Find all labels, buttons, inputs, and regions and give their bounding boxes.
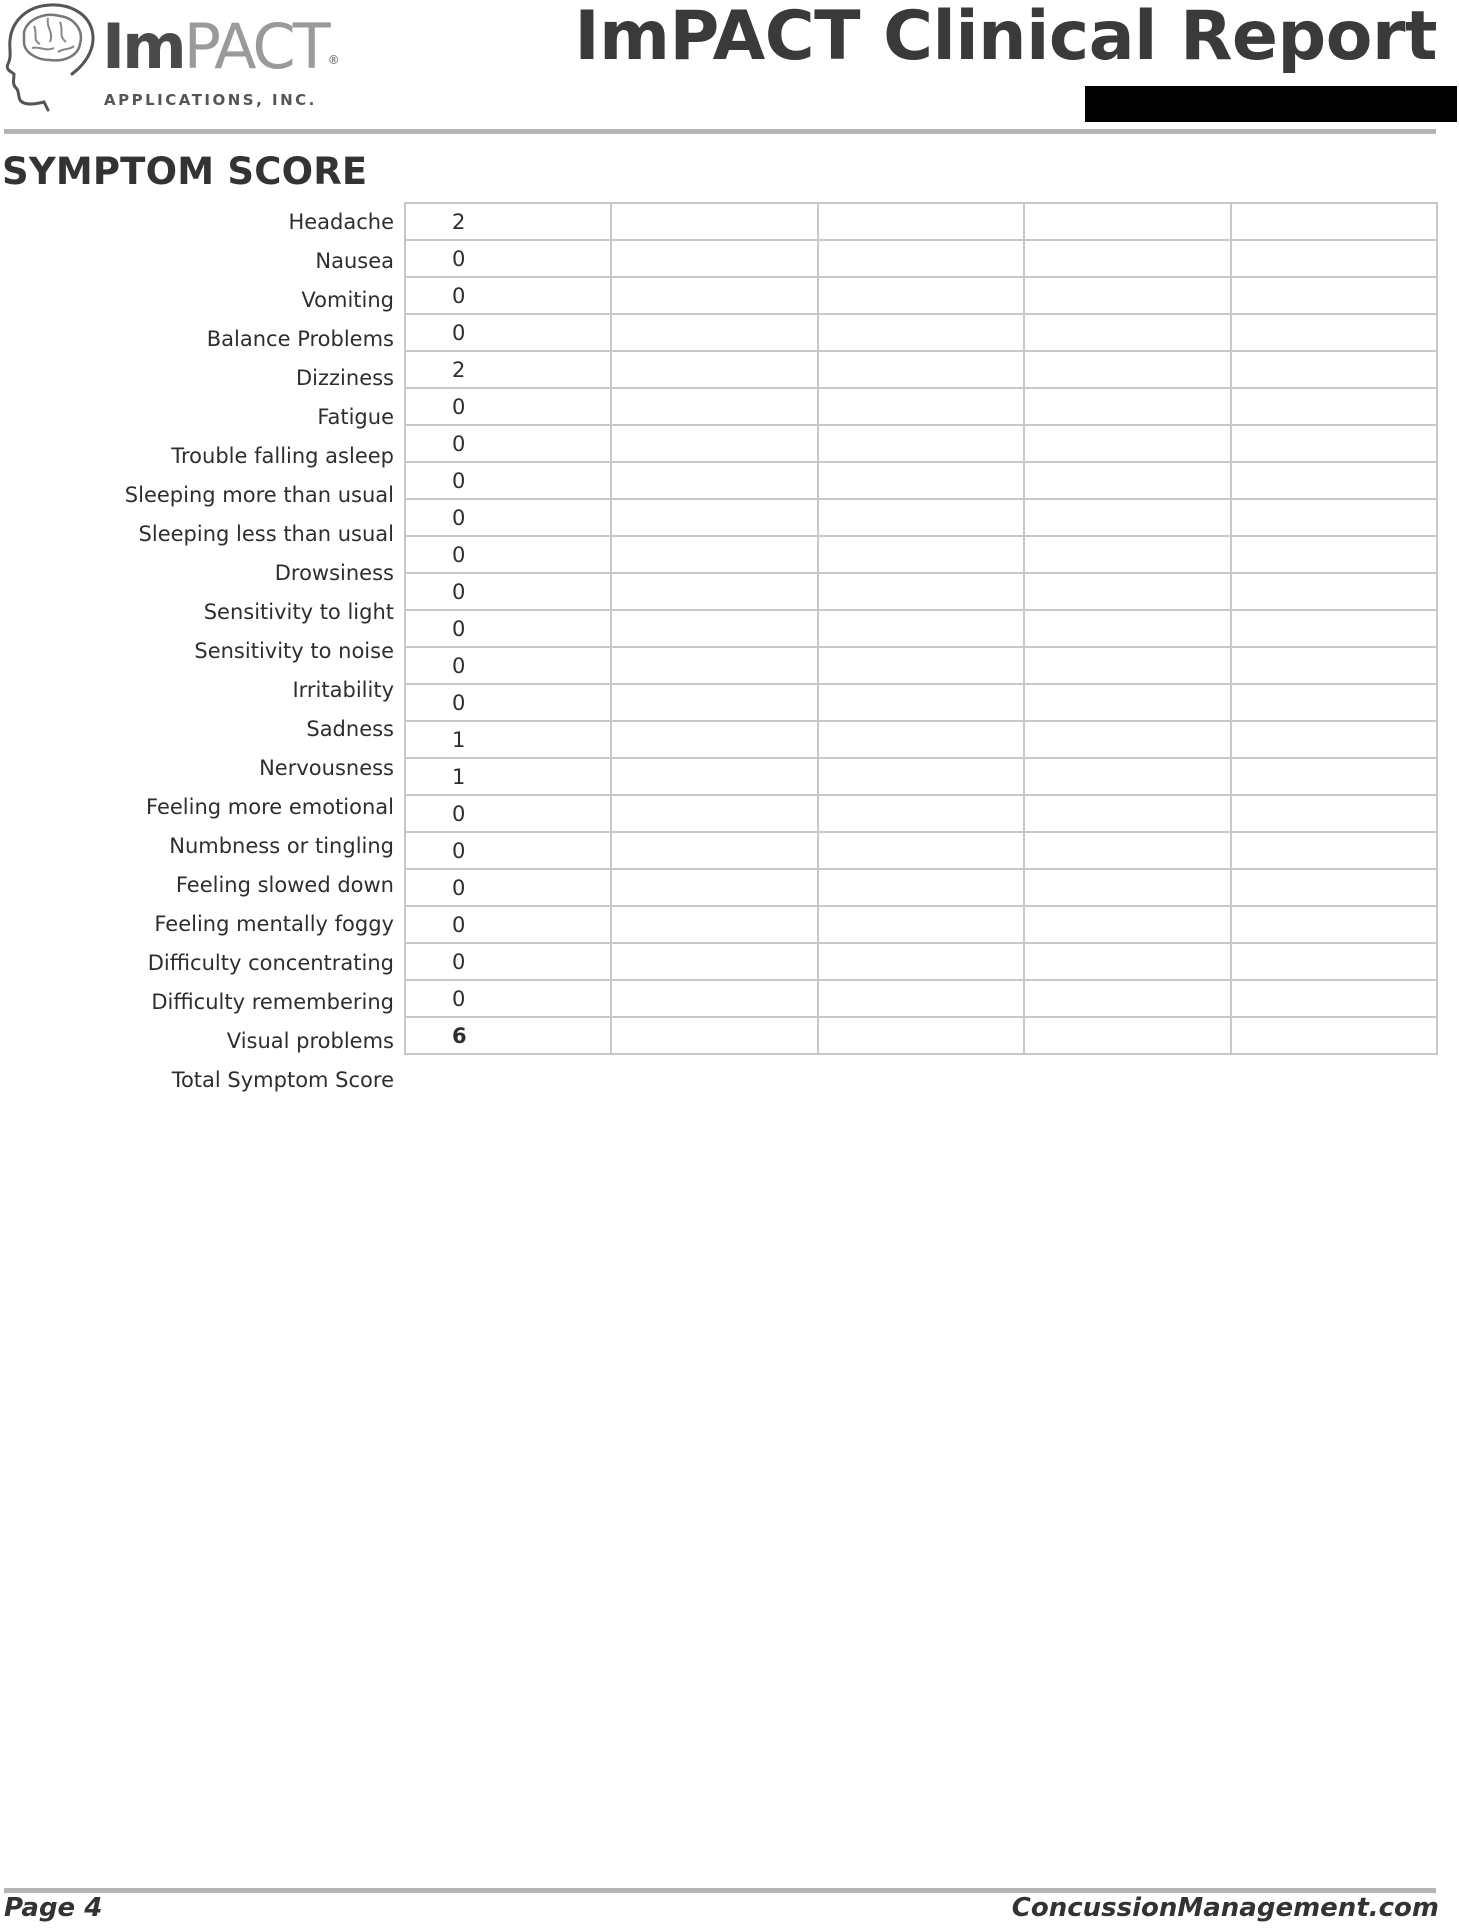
score-cell: 0	[405, 425, 611, 462]
empty-score-cell	[611, 240, 817, 277]
symptom-label: Drowsiness	[274, 561, 394, 585]
symptom-label: Difficulty remembering	[151, 990, 394, 1014]
empty-score-cell	[818, 943, 1024, 980]
empty-score-cell	[1024, 573, 1230, 610]
score-cell: 0	[405, 499, 611, 536]
empty-score-cell	[1231, 795, 1437, 832]
table-row	[405, 758, 1437, 795]
logo-subtitle: APPLICATIONS, INC.	[104, 91, 317, 109]
empty-score-cell	[611, 462, 817, 499]
logo-word-im: Im	[102, 10, 184, 83]
table-row	[405, 314, 1437, 351]
empty-score-cell	[1231, 536, 1437, 573]
table-row	[405, 462, 1437, 499]
empty-score-cell	[1024, 610, 1230, 647]
symptom-labels	[0, 203, 394, 1100]
empty-score-cell	[818, 240, 1024, 277]
table-row	[405, 351, 1437, 388]
empty-score-cell	[1231, 610, 1437, 647]
table-row	[405, 240, 1437, 277]
empty-score-cell	[1231, 832, 1437, 869]
empty-score-cell	[1231, 388, 1437, 425]
empty-score-cell	[611, 536, 817, 573]
symptom-label: Sensitivity to noise	[194, 639, 394, 663]
score-cell: 2	[405, 203, 611, 240]
empty-score-cell	[611, 943, 817, 980]
empty-score-cell	[1024, 277, 1230, 314]
score-cell: 0	[405, 795, 611, 832]
table-row	[405, 425, 1437, 462]
table-row	[405, 795, 1437, 832]
empty-score-cell	[1024, 425, 1230, 462]
empty-score-cell	[818, 647, 1024, 684]
score-cell: 0	[405, 462, 611, 499]
empty-score-cell	[818, 869, 1024, 906]
score-cell: 0	[405, 684, 611, 721]
empty-score-cell	[1024, 462, 1230, 499]
empty-score-cell	[611, 314, 817, 351]
empty-score-cell	[1024, 499, 1230, 536]
empty-score-cell	[1231, 684, 1437, 721]
table-row	[405, 1017, 1437, 1054]
table-row	[405, 573, 1437, 610]
empty-score-cell	[1231, 758, 1437, 795]
empty-score-cell	[1024, 388, 1230, 425]
redaction-bar	[1085, 86, 1457, 122]
empty-score-cell	[1231, 906, 1437, 943]
score-cell: 2	[405, 351, 611, 388]
empty-score-cell	[818, 573, 1024, 610]
empty-score-cell	[1024, 1017, 1230, 1054]
empty-score-cell	[818, 314, 1024, 351]
symptom-label: Sleeping more than usual	[124, 483, 394, 507]
empty-score-cell	[1231, 314, 1437, 351]
empty-score-cell	[818, 980, 1024, 1017]
score-cell: 0	[405, 388, 611, 425]
empty-score-cell	[818, 499, 1024, 536]
table-row	[405, 721, 1437, 758]
empty-score-cell	[1024, 721, 1230, 758]
table-row	[405, 203, 1437, 240]
logo-word-pact: PACT	[183, 10, 328, 83]
empty-score-cell	[1024, 980, 1230, 1017]
header-divider	[4, 129, 1436, 134]
score-cell: 6	[405, 1017, 611, 1054]
empty-score-cell	[818, 351, 1024, 388]
empty-score-cell	[1231, 240, 1437, 277]
empty-score-cell	[611, 425, 817, 462]
empty-score-cell	[818, 1017, 1024, 1054]
empty-score-cell	[818, 906, 1024, 943]
brain-head-icon	[2, 2, 98, 112]
score-cell: 0	[405, 573, 611, 610]
symptom-label: Difficulty concentrating	[147, 951, 394, 975]
empty-score-cell	[611, 721, 817, 758]
empty-score-cell	[611, 388, 817, 425]
symptom-label: Sadness	[306, 717, 394, 741]
score-cell: 0	[405, 277, 611, 314]
empty-score-cell	[611, 832, 817, 869]
empty-score-cell	[1231, 462, 1437, 499]
empty-score-cell	[1024, 240, 1230, 277]
symptom-label: Headache	[288, 210, 394, 234]
empty-score-cell	[611, 980, 817, 1017]
report-title: ImPACT Clinical Report	[574, 0, 1437, 76]
score-cell: 0	[405, 314, 611, 351]
empty-score-cell	[1024, 869, 1230, 906]
footer-website: ConcussionManagement.com	[1011, 1893, 1439, 1923]
empty-score-cell	[1024, 943, 1230, 980]
symptom-label: Nervousness	[259, 756, 394, 780]
score-cell: 0	[405, 610, 611, 647]
empty-score-cell	[611, 869, 817, 906]
empty-score-cell	[1231, 721, 1437, 758]
table-row	[405, 277, 1437, 314]
score-cell: 0	[405, 943, 611, 980]
registered-mark: ®	[327, 53, 340, 67]
empty-score-cell	[611, 906, 817, 943]
symptom-label: Trouble falling asleep	[171, 444, 394, 468]
symptom-label: Dizziness	[296, 366, 394, 390]
symptom-label: Sensitivity to light	[203, 600, 394, 624]
symptom-label: Sleeping less than usual	[138, 522, 394, 546]
empty-score-cell	[1024, 314, 1230, 351]
empty-score-cell	[1231, 499, 1437, 536]
empty-score-cell	[1024, 795, 1230, 832]
empty-score-cell	[1024, 351, 1230, 388]
score-cell: 0	[405, 869, 611, 906]
score-cell: 0	[405, 536, 611, 573]
empty-score-cell	[611, 351, 817, 388]
empty-score-cell	[818, 462, 1024, 499]
empty-score-cell	[611, 684, 817, 721]
empty-score-cell	[611, 647, 817, 684]
score-cell: 1	[405, 721, 611, 758]
empty-score-cell	[818, 758, 1024, 795]
table-row	[405, 906, 1437, 943]
empty-score-cell	[818, 684, 1024, 721]
empty-score-cell	[818, 388, 1024, 425]
logo-wordmark	[102, 10, 340, 83]
section-title: SYMPTOM SCORE	[2, 150, 368, 193]
empty-score-cell	[1231, 1017, 1437, 1054]
empty-score-cell	[1024, 832, 1230, 869]
empty-score-cell	[818, 721, 1024, 758]
empty-score-cell	[1231, 647, 1437, 684]
empty-score-cell	[1231, 573, 1437, 610]
empty-score-cell	[611, 573, 817, 610]
impact-logo	[2, 2, 362, 112]
symptom-label: Fatigue	[317, 405, 394, 429]
empty-score-cell	[1231, 277, 1437, 314]
table-row	[405, 536, 1437, 573]
table-row	[405, 499, 1437, 536]
empty-score-cell	[1231, 203, 1437, 240]
empty-score-cell	[611, 277, 817, 314]
empty-score-cell	[611, 499, 817, 536]
symptom-label: Numbness or tingling	[169, 834, 394, 858]
table-row	[405, 684, 1437, 721]
empty-score-cell	[611, 758, 817, 795]
table-row	[405, 869, 1437, 906]
symptom-label: Feeling mentally foggy	[154, 912, 394, 936]
score-cell: 0	[405, 906, 611, 943]
empty-score-cell	[818, 425, 1024, 462]
empty-score-cell	[1231, 943, 1437, 980]
table-row	[405, 980, 1437, 1017]
symptom-label: Nausea	[315, 249, 394, 273]
empty-score-cell	[611, 203, 817, 240]
score-cell: 0	[405, 980, 611, 1017]
empty-score-cell	[818, 277, 1024, 314]
empty-score-cell	[1231, 869, 1437, 906]
empty-score-cell	[1024, 758, 1230, 795]
empty-score-cell	[1231, 425, 1437, 462]
table-row	[405, 647, 1437, 684]
empty-score-cell	[818, 832, 1024, 869]
empty-score-cell	[1024, 203, 1230, 240]
symptom-label: Feeling slowed down	[175, 873, 394, 897]
table-row	[405, 610, 1437, 647]
empty-score-cell	[1024, 906, 1230, 943]
symptom-label: Irritability	[292, 678, 394, 702]
symptom-label: Feeling more emotional	[146, 795, 394, 819]
empty-score-cell	[818, 203, 1024, 240]
empty-score-cell	[818, 536, 1024, 573]
table-row	[405, 832, 1437, 869]
empty-score-cell	[1024, 536, 1230, 573]
score-cell: 1	[405, 758, 611, 795]
empty-score-cell	[611, 610, 817, 647]
empty-score-cell	[611, 1017, 817, 1054]
score-cell: 0	[405, 647, 611, 684]
empty-score-cell	[1231, 351, 1437, 388]
empty-score-cell	[1024, 647, 1230, 684]
symptom-label: Balance Problems	[206, 327, 394, 351]
symptom-label: Total Symptom Score	[171, 1068, 394, 1092]
score-cell: 0	[405, 832, 611, 869]
symptom-score-table	[404, 202, 1438, 1055]
empty-score-cell	[1231, 980, 1437, 1017]
symptom-label: Vomiting	[301, 288, 394, 312]
empty-score-cell	[818, 795, 1024, 832]
score-cell: 0	[405, 240, 611, 277]
empty-score-cell	[818, 610, 1024, 647]
symptom-label: Visual problems	[226, 1029, 394, 1053]
page-number: Page 4	[4, 1893, 103, 1923]
empty-score-cell	[611, 795, 817, 832]
table-row	[405, 388, 1437, 425]
table-row	[405, 943, 1437, 980]
empty-score-cell	[1024, 684, 1230, 721]
